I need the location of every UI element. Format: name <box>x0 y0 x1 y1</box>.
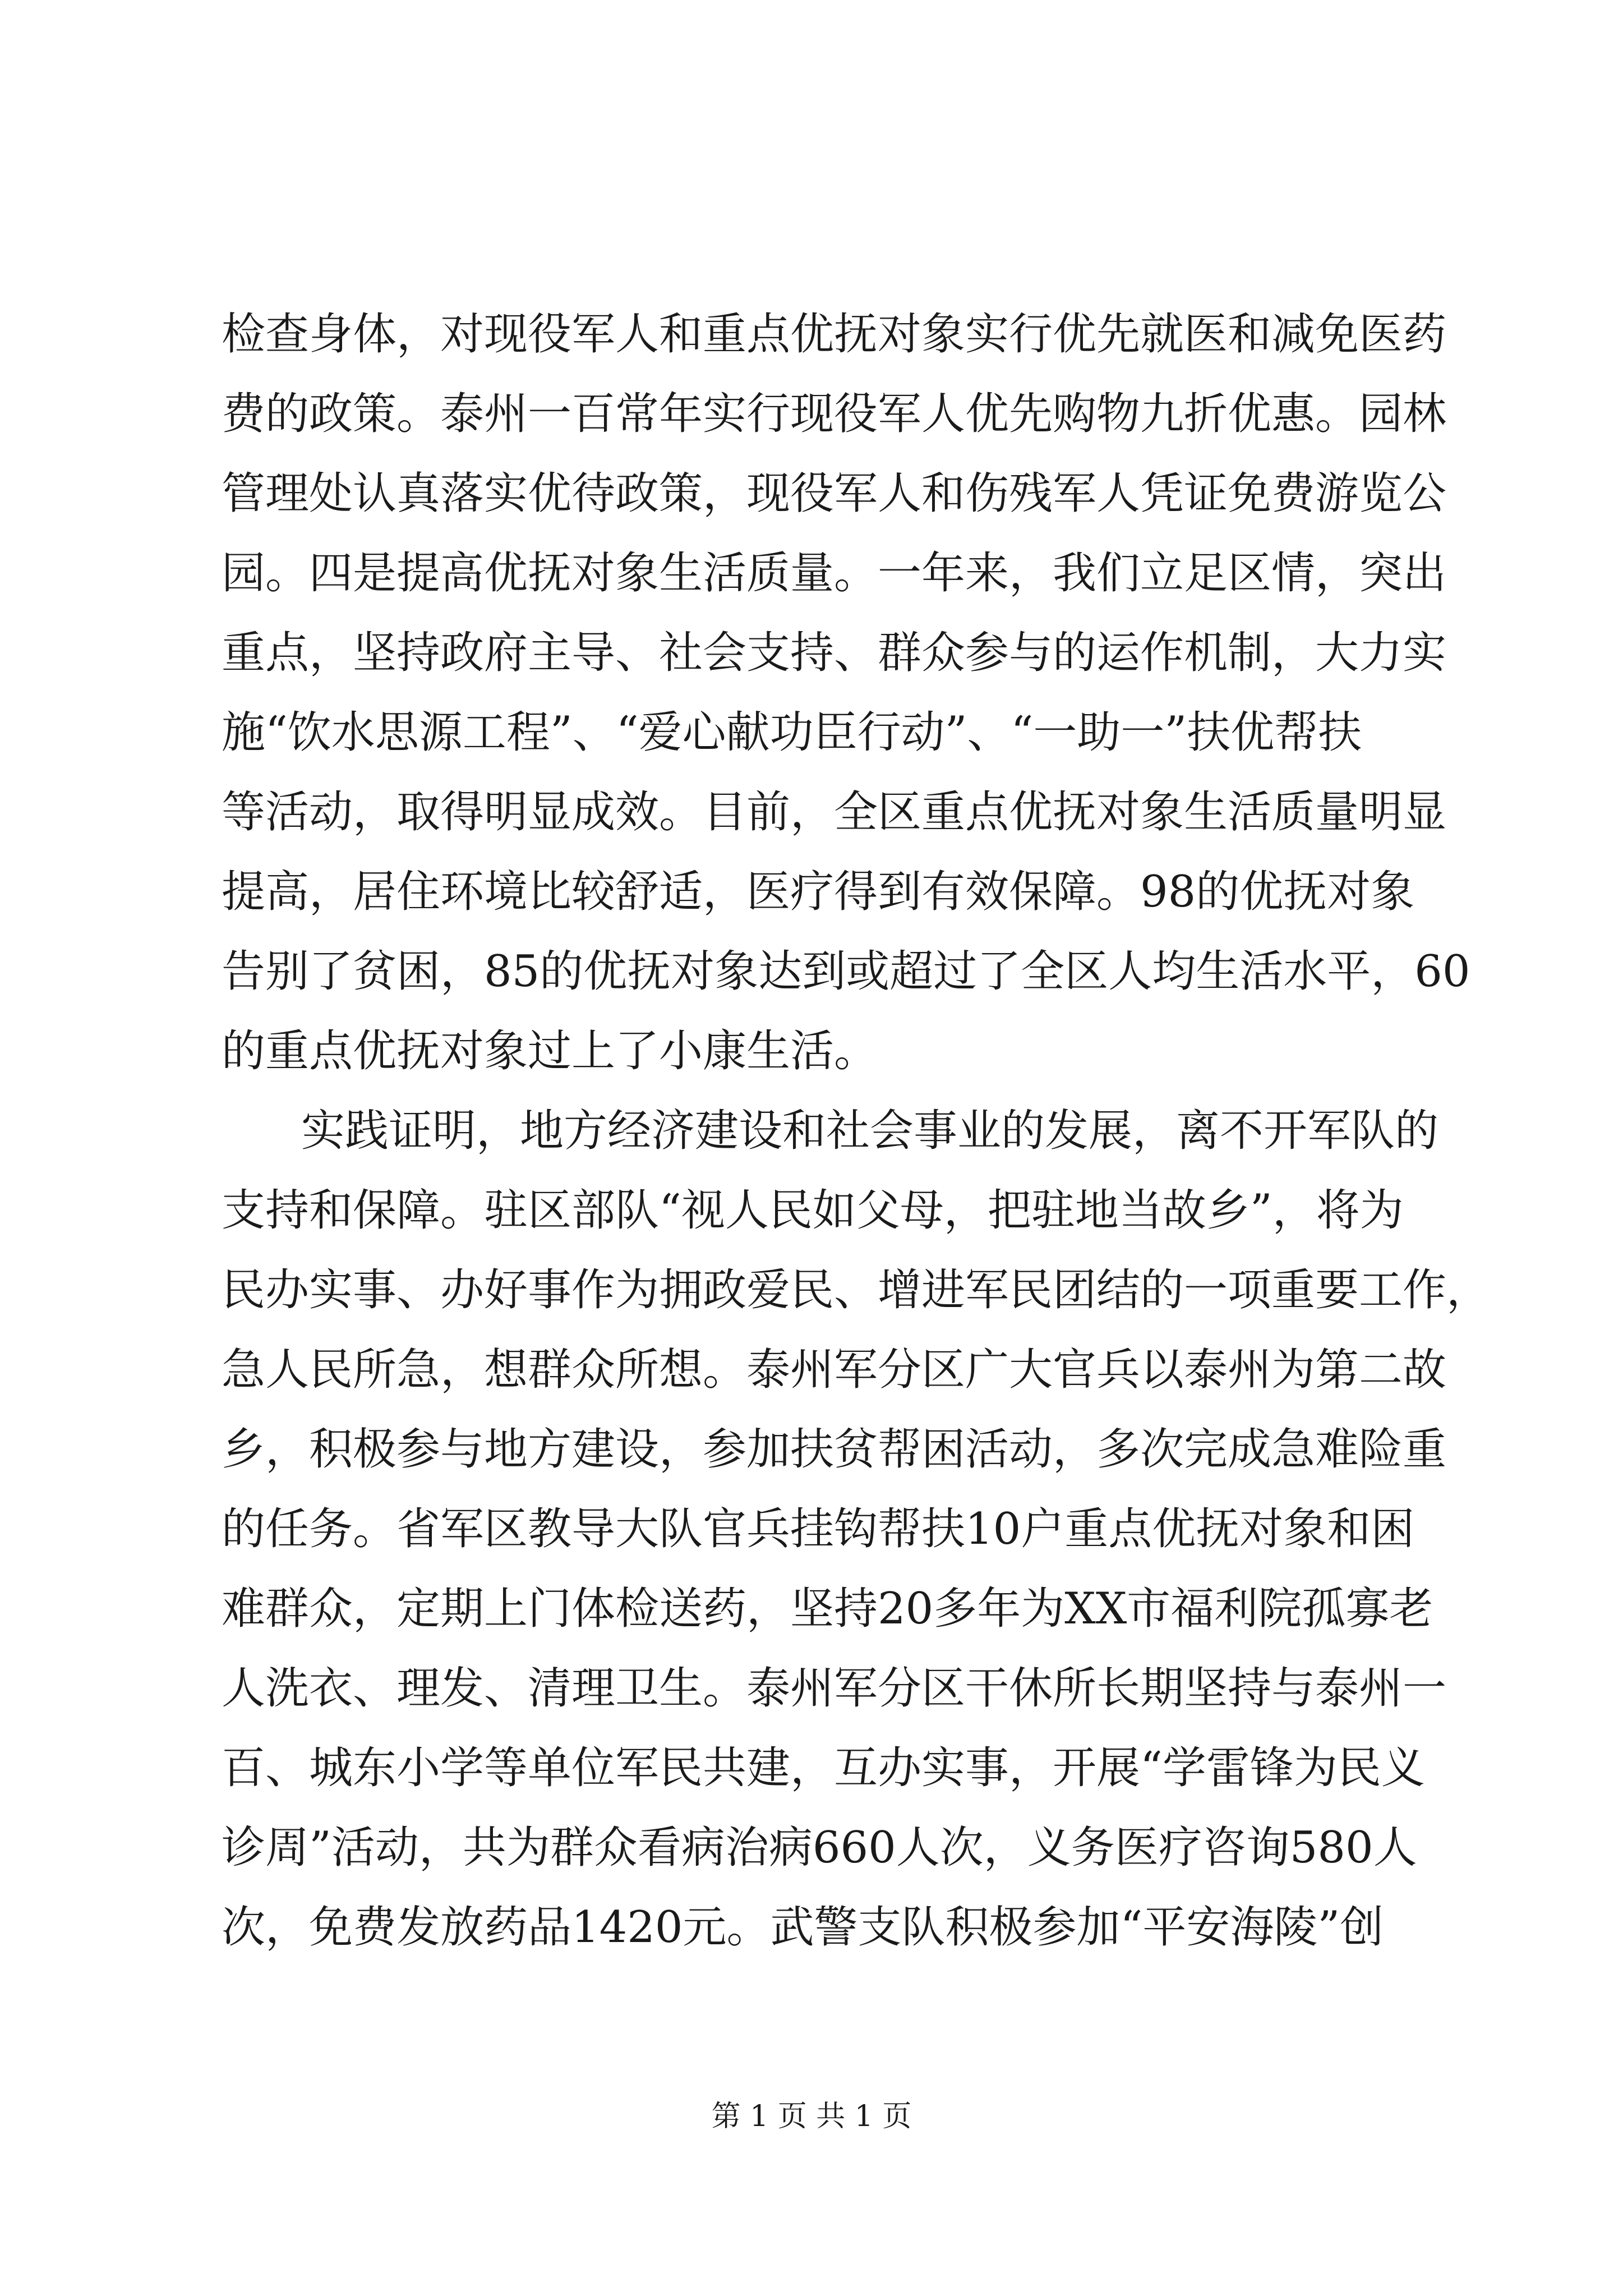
text-line: 百、城东小学等单位军民共建，互办实事，开展“学雷锋为民义 <box>222 1743 1425 1793</box>
text-line: 等活动，取得明显成效。目前，全区重点优抚对象生活质量明显 <box>222 787 1447 838</box>
text-line: 次，免费发放药品1420元。武警支队积极参加“平安海陵”创 <box>222 1902 1384 1953</box>
paragraph <box>222 1091 1491 1967</box>
document-body <box>222 295 1491 1967</box>
text-line: 人洗衣、理发、清理卫生。泰州军分区干休所长期坚持与泰州一 <box>222 1663 1447 1714</box>
page-number-label: 第 1 页 共 1 页 <box>711 2100 912 2133</box>
text-line: 实践证明，地方经济建设和社会事业的发展，离不开军队的 <box>301 1106 1439 1156</box>
text-line: 急人民所急，想群众所想。泰州军分区广大官兵以泰州为第二故 <box>222 1345 1447 1395</box>
text-line: 的重点优抚对象过上了小康生活。 <box>222 1026 878 1076</box>
text-line: 难群众，定期上门体检送药，坚持20多年为XX市福利院孤寡老 <box>222 1584 1433 1634</box>
text-line: 告别了贫困，85的优抚对象达到或超过了全区人均生活水平，60 <box>222 946 1470 997</box>
text-line: 民办实事、办好事作为拥政爱民、增进军民团结的一项重要工作， <box>222 1265 1491 1315</box>
text-line: 管理处认真落实优待政策，现役军人和伤残军人凭证免费游览公 <box>222 468 1447 519</box>
text-line: 园。四是提高优抚对象生活质量。一年来，我们立足区情，突出 <box>222 548 1447 599</box>
text-line: 诊周”活动，共为群众看病治病660人次，义务医疗咨询580人 <box>222 1823 1417 1873</box>
text-line: 费的政策。泰州一百常年实行现役军人优先购物九折优惠。园林 <box>222 389 1447 439</box>
paragraph <box>222 295 1470 1091</box>
text-line: 重点，坚持政府主导、社会支持、群众参与的运作机制，大力实 <box>222 628 1447 678</box>
text-line: 乡，积极参与地方建设，参加扶贫帮困活动，多次完成急难险重 <box>222 1424 1447 1475</box>
text-line: 施“饮水思源工程”、“爱心献功臣行动”、“一助一”扶优帮扶 <box>222 707 1362 758</box>
text-line: 的任务。省军区教导大队官兵挂钩帮扶10户重点优抚对象和困 <box>222 1504 1415 1554</box>
text-line: 提高，居住环境比较舒适，医疗得到有效保障。98的优抚对象 <box>222 867 1415 917</box>
text-line: 支持和保障。驻区部队“视人民如父母，把驻地当故乡”，将为 <box>222 1185 1404 1236</box>
page-footer <box>0 2097 1623 2136</box>
text-line: 检查身体，对现役军人和重点优抚对象实行优先就医和减免医药 <box>222 309 1447 360</box>
